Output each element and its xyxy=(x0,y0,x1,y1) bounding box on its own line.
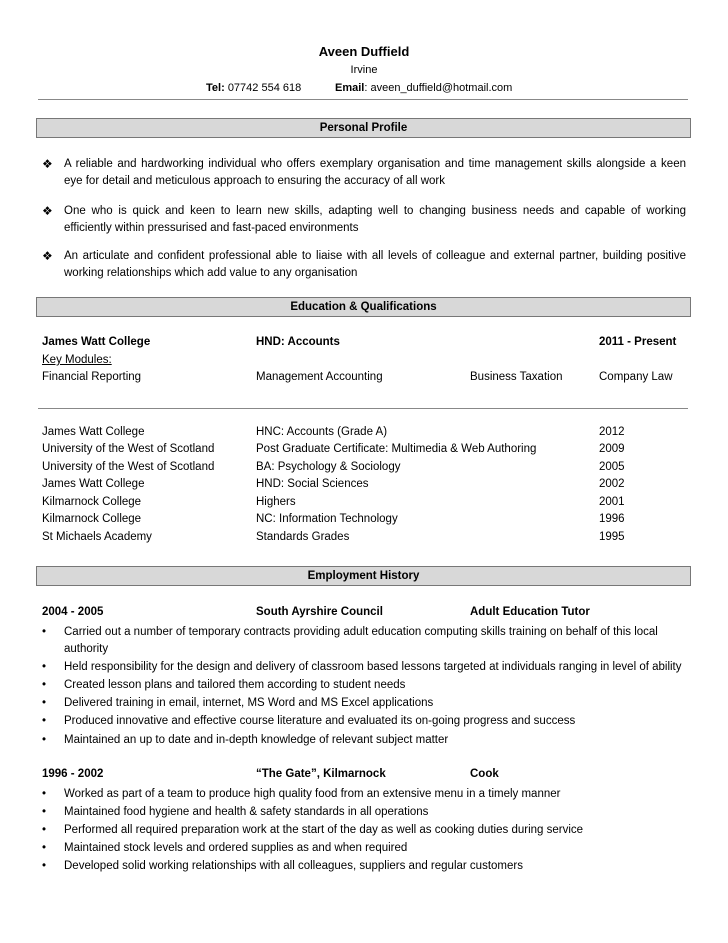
job-header-row xyxy=(42,606,692,623)
module: Company Law xyxy=(599,371,673,383)
dates: 2011 - Present xyxy=(599,336,677,348)
job-duty: • Maintained an up to date and in-depth knowledge of relevant subject matter xyxy=(42,732,692,749)
job-duty: • Maintained stock levels and ordered supplies as and when required xyxy=(42,840,692,857)
bullet-icon: • xyxy=(42,806,47,818)
job-dates: 2004 - 2005 xyxy=(42,606,104,618)
education-row: University of the West of Scotland BA: Psychology & Sociology 2005 xyxy=(42,461,625,473)
bullet-icon: • xyxy=(42,788,47,800)
key-modules-row xyxy=(42,371,692,388)
job-duty: • Produced innovative and effective course literature and evaluated its on-going progress and success xyxy=(42,713,692,730)
job-duty: • Developed solid working relationships with all colleagues, suppliers and regular customers xyxy=(42,858,692,875)
profile-point: ❖ One who is quick and keen to learn new skills, adapting well to changing business needs and capable of working efficiently within pressurised and fast-paced environments xyxy=(42,204,686,234)
job-duty: • Carried out a number of temporary contracts providing adult education computing skills training on behalf of this local authority xyxy=(42,626,658,655)
tel-value: 07742 554 618 xyxy=(227,82,302,94)
section-employment: Employment History xyxy=(36,566,691,586)
bullet-icon: • xyxy=(42,679,47,691)
education-row: James Watt College HND: Social Sciences 2002 xyxy=(42,478,625,490)
profile-point: ❖ A reliable and hardworking individual who offers exemplary organisation and time management skills alongside a keen eye for detail and meticulous approach to ensuring the accuracy of all work xyxy=(42,157,686,187)
candidate-town: Irvine xyxy=(350,64,378,76)
diamond-bullet-icon: ❖ xyxy=(42,204,53,218)
section-personal-profile: Personal Profile xyxy=(36,118,691,138)
diamond-bullet-icon: ❖ xyxy=(42,249,53,263)
key-modules-label-row xyxy=(42,354,692,371)
course: HND: Accounts xyxy=(256,336,340,348)
job-employer: “The Gate”, Kilmarnock xyxy=(256,768,386,780)
module: Financial Reporting xyxy=(42,371,142,383)
current-course-row xyxy=(42,336,692,353)
job-dates: 1996 - 2002 xyxy=(42,768,104,780)
bullet-icon: • xyxy=(42,661,47,673)
header-divider xyxy=(38,99,688,100)
candidate-name: Aveen Duffield xyxy=(318,44,410,59)
job-duty: • Held responsibility for the design and delivery of classroom based lessons targeted at individuals ranging in level of ability xyxy=(42,659,692,676)
job-header-row xyxy=(42,768,692,785)
bullet-icon: • xyxy=(42,860,47,872)
bullet-icon: • xyxy=(42,824,47,836)
bullet-icon: • xyxy=(42,734,47,746)
email-value: : aveen_duffield@hotmail.com xyxy=(364,82,513,94)
job-duty: • Worked as part of a team to produce high quality food from an extensive menu in a timely manner xyxy=(42,786,692,803)
email-label: Email xyxy=(335,82,365,94)
education-divider xyxy=(38,408,688,409)
institution: James Watt College xyxy=(42,336,151,348)
tel-label: Tel: xyxy=(206,82,225,94)
job-employer: South Ayrshire Council xyxy=(256,606,383,618)
education-row: Kilmarnock College NC: Information Technology 1996 xyxy=(42,513,625,525)
module: Business Taxation xyxy=(470,371,563,383)
bullet-icon: • xyxy=(42,626,47,638)
job-role: Cook xyxy=(470,768,499,780)
education-row: St Michaels Academy Standards Grades 1995 xyxy=(42,531,625,543)
section-education: Education & Qualifications xyxy=(36,297,691,317)
education-row: Kilmarnock College Highers 2001 xyxy=(42,496,625,508)
key-modules-label: Key Modules: xyxy=(42,354,112,366)
job-duty: • Maintained food hygiene and health & safety standards in all operations xyxy=(42,804,692,821)
job-duty: • Delivered training in email, internet, MS Word and MS Excel applications xyxy=(42,695,692,712)
job-duty: • Performed all required preparation work at the start of the day as well as cooking duties during service xyxy=(42,822,692,839)
education-row: University of the West of Scotland Post Graduate Certificate: Multimedia & Web Authoring 2009 xyxy=(42,443,625,455)
job-duty: • Created lesson plans and tailored them according to student needs xyxy=(42,677,692,694)
bullet-icon: • xyxy=(42,842,47,854)
profile-point: ❖ An articulate and confident professional able to liaise with all levels of colleague and external partner, building positive working relationships which add value to any organisation xyxy=(42,249,686,279)
bullet-icon: • xyxy=(42,715,47,727)
education-row: James Watt College HNC: Accounts (Grade A) 2012 xyxy=(42,426,625,438)
diamond-bullet-icon: ❖ xyxy=(42,157,53,171)
bullet-icon: • xyxy=(42,697,47,709)
job-role: Adult Education Tutor xyxy=(470,606,590,618)
module: Management Accounting xyxy=(256,371,383,383)
